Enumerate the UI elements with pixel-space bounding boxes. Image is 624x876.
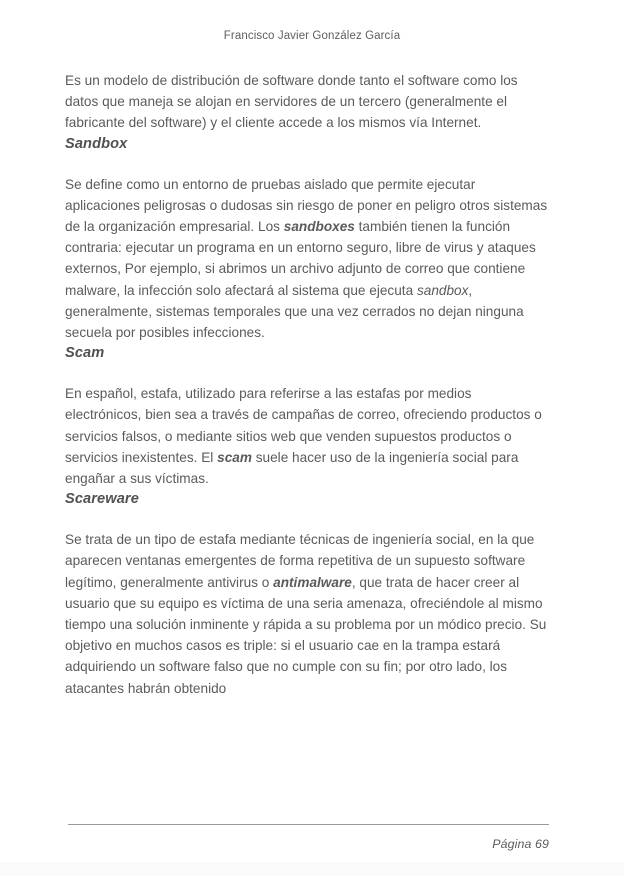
text-run: Se trata de un tipo de estafa mediante técnicas de ingeniería social, en la que aparecen ventanas emergentes de forma repetitiva de un supuesto software legítimo, generalmente antivirus o (65, 532, 535, 590)
emphasis-scam: scam (217, 449, 252, 465)
paragraph-sandbox-body (65, 174, 549, 344)
text-run: Es un modelo de distribución de software donde tanto el software como los datos que maneja se alojan en servidores de un tercero (generalmente el fabricante del software) y el cliente accede a los mismos vía Internet. (65, 73, 518, 131)
text-run: suele hacer uso de la ingeniería social para engañar a sus víctimas. (65, 449, 519, 487)
text-run: , generalmente, sistemas temporales que una vez cerrados no dejan ninguna secuela por posibles infecciones. (65, 282, 524, 341)
paragraph-scam-body (65, 383, 549, 489)
paragraph-scareware-body (65, 529, 549, 699)
footer-divider (68, 824, 549, 825)
page-number: Página 69 (492, 837, 549, 851)
text-run: también tienen la función contraria: ejecutar un programa en un entorno seguro, libre de virus y ataques externos, Por ejemplo, si abrimos un archivo adjunto de correo que contiene malware, la infección solo afectará al sistema que ejecuta (65, 219, 536, 298)
emphasis-sandboxes: sandboxes (283, 219, 355, 235)
emphasis-antimalware: antimalware (273, 574, 352, 590)
viewer-background-strip (0, 862, 624, 876)
page-footer (68, 824, 549, 851)
document-body (65, 70, 549, 699)
emphasis-sandbox: sandbox (416, 282, 469, 298)
text-run: Se define como un entorno de pruebas aislado que permite ejecutar aplicaciones peligrosas o dudosas sin riesgo de poner en peligro otros sistemas de la organización empresarial. Los (65, 176, 548, 235)
paragraph-saas-definition (65, 70, 549, 134)
text-run: , que trata de hacer creer al usuario que su equipo es víctima de una seria amenaza, ofreciéndole al mismo tiempo una solución inminente y rápida a su problema por un módico precio. Su objetivo en muchos casos es triple: si el usuario cae en la trampa estará adquiriendo un software falso que no cumple con su fin; por otro lado, los atacantes habrán obtenido (65, 574, 547, 696)
heading-scareware: Scareware (65, 491, 139, 508)
text-run: En español, estafa, utilizado para referirse a las estafas por medios electrónicos, bien sea a través de campañas de correo, ofreciendo productos o servicios falsos, o mediante sitios web que venden supuestos productos o servicios inexistentes. El (65, 386, 542, 465)
heading-scam: Scam (65, 345, 105, 362)
heading-sandbox: Sandbox (65, 135, 128, 152)
running-head: Francisco Javier González García (223, 30, 401, 42)
